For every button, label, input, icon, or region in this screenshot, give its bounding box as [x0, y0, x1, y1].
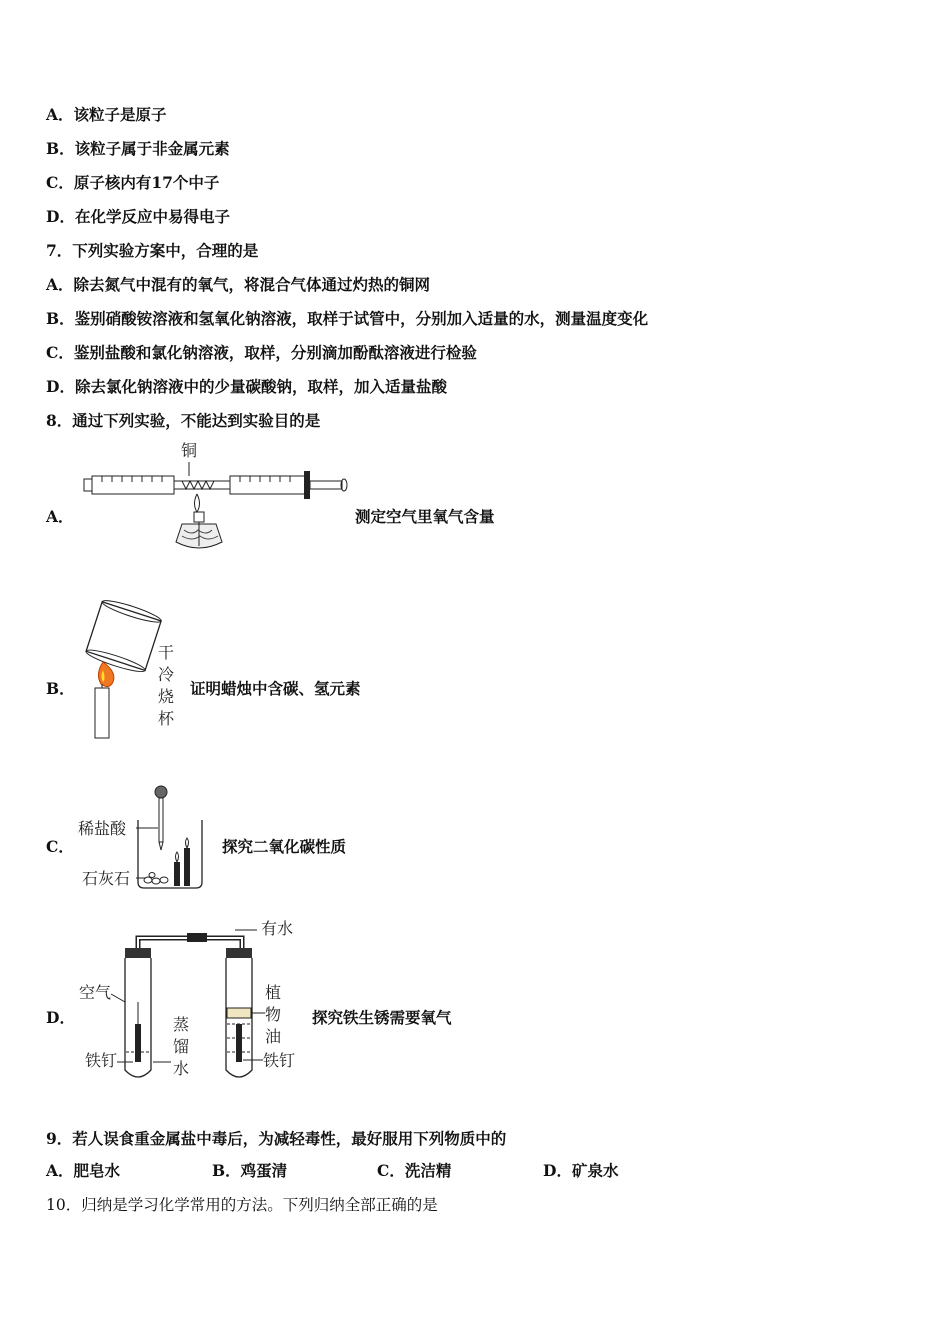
copper-label: 铜 [181, 441, 198, 460]
q9-choice-a: A．肥皂水 [46, 1161, 121, 1180]
q7-stem: 7．下列实验方案中，合理的是 [46, 241, 259, 260]
copper-syringe-apparatus-figure [78, 438, 353, 563]
beaker-labels [158, 643, 175, 728]
q8-option-b-desc: 证明蜡烛中含碳、氢元素 [190, 679, 361, 698]
q8-option-d-desc: 探究铁生锈需要氧气 [312, 1008, 452, 1027]
q6-option-c: C．原子核内有17个中子 [46, 173, 220, 192]
iron-nail-left-label: 铁钉 [85, 1051, 118, 1070]
q9-stem: 9．若人误食重金属盐中毒后，为减轻毒性，最好服用下列物质中的 [46, 1129, 507, 1148]
q7-option-a: A．除去氮气中混有的氧气，将混合气体通过灼热的铜网 [46, 275, 431, 294]
q9-choice-c: C．洗洁精 [377, 1161, 452, 1180]
q8-option-d-label: D． [46, 1008, 75, 1027]
svg-text:馏: 馏 [173, 1037, 190, 1056]
q9-choice-b: B．鸡蛋清 [212, 1161, 288, 1180]
q8-option-a-label: A． [46, 507, 74, 526]
candle-beaker-figure [78, 598, 188, 743]
svg-text:物: 物 [265, 1005, 282, 1024]
q8-option-a-desc: 测定空气里氧气含量 [355, 507, 495, 526]
svg-text:蒸: 蒸 [173, 1015, 190, 1034]
hcl-limestone-figure [78, 780, 213, 892]
svg-text:植: 植 [265, 983, 282, 1002]
svg-text:烧: 烧 [158, 687, 175, 706]
q7-option-d: D．除去氯化钠溶液中的少量碳酸钠，取样，加入适量盐酸 [46, 377, 447, 396]
q7-option-c: C．鉴别盐酸和氯化钠溶液，取样，分别滴加酚酞溶液进行检验 [46, 343, 477, 362]
limestone-label: 石灰石 [82, 869, 131, 888]
iron-nail-right-label: 铁钉 [263, 1051, 296, 1070]
q7-option-b: B．鉴别硝酸铵溶液和氢氧化钠溶液，取样于试管中，分别加入适量的水，测量温度变化 [46, 309, 649, 328]
q8-option-c-desc: 探究二氧化碳性质 [222, 837, 347, 856]
svg-text:油: 油 [265, 1027, 282, 1046]
q8-option-c-label: C． [46, 837, 74, 856]
has-water-label: 有水 [261, 919, 294, 938]
q8-option-b-label: B． [46, 679, 75, 698]
q6-option-b: B．该粒子属于非金属元素 [46, 139, 230, 158]
iron-nail-rust-figure [75, 912, 310, 1084]
svg-text:冷: 冷 [158, 665, 175, 684]
svg-text:杯: 杯 [158, 709, 175, 728]
q9-choice-d: D．矿泉水 [543, 1161, 619, 1180]
dilute-hcl-label: 稀盐酸 [78, 819, 127, 838]
air-label: 空气 [79, 983, 112, 1002]
q6-option-a: A．该粒子是原子 [46, 105, 167, 124]
q8-stem: 8．通过下列实验，不能达到实验目的是 [46, 411, 321, 430]
svg-text:水: 水 [173, 1059, 190, 1078]
svg-text:干: 干 [158, 643, 175, 662]
q10-stem: 10．归纳是学习化学常用的方法。下列归纳全部正确的是 [46, 1196, 438, 1214]
q6-option-d: D．在化学反应中易得电子 [46, 207, 230, 226]
